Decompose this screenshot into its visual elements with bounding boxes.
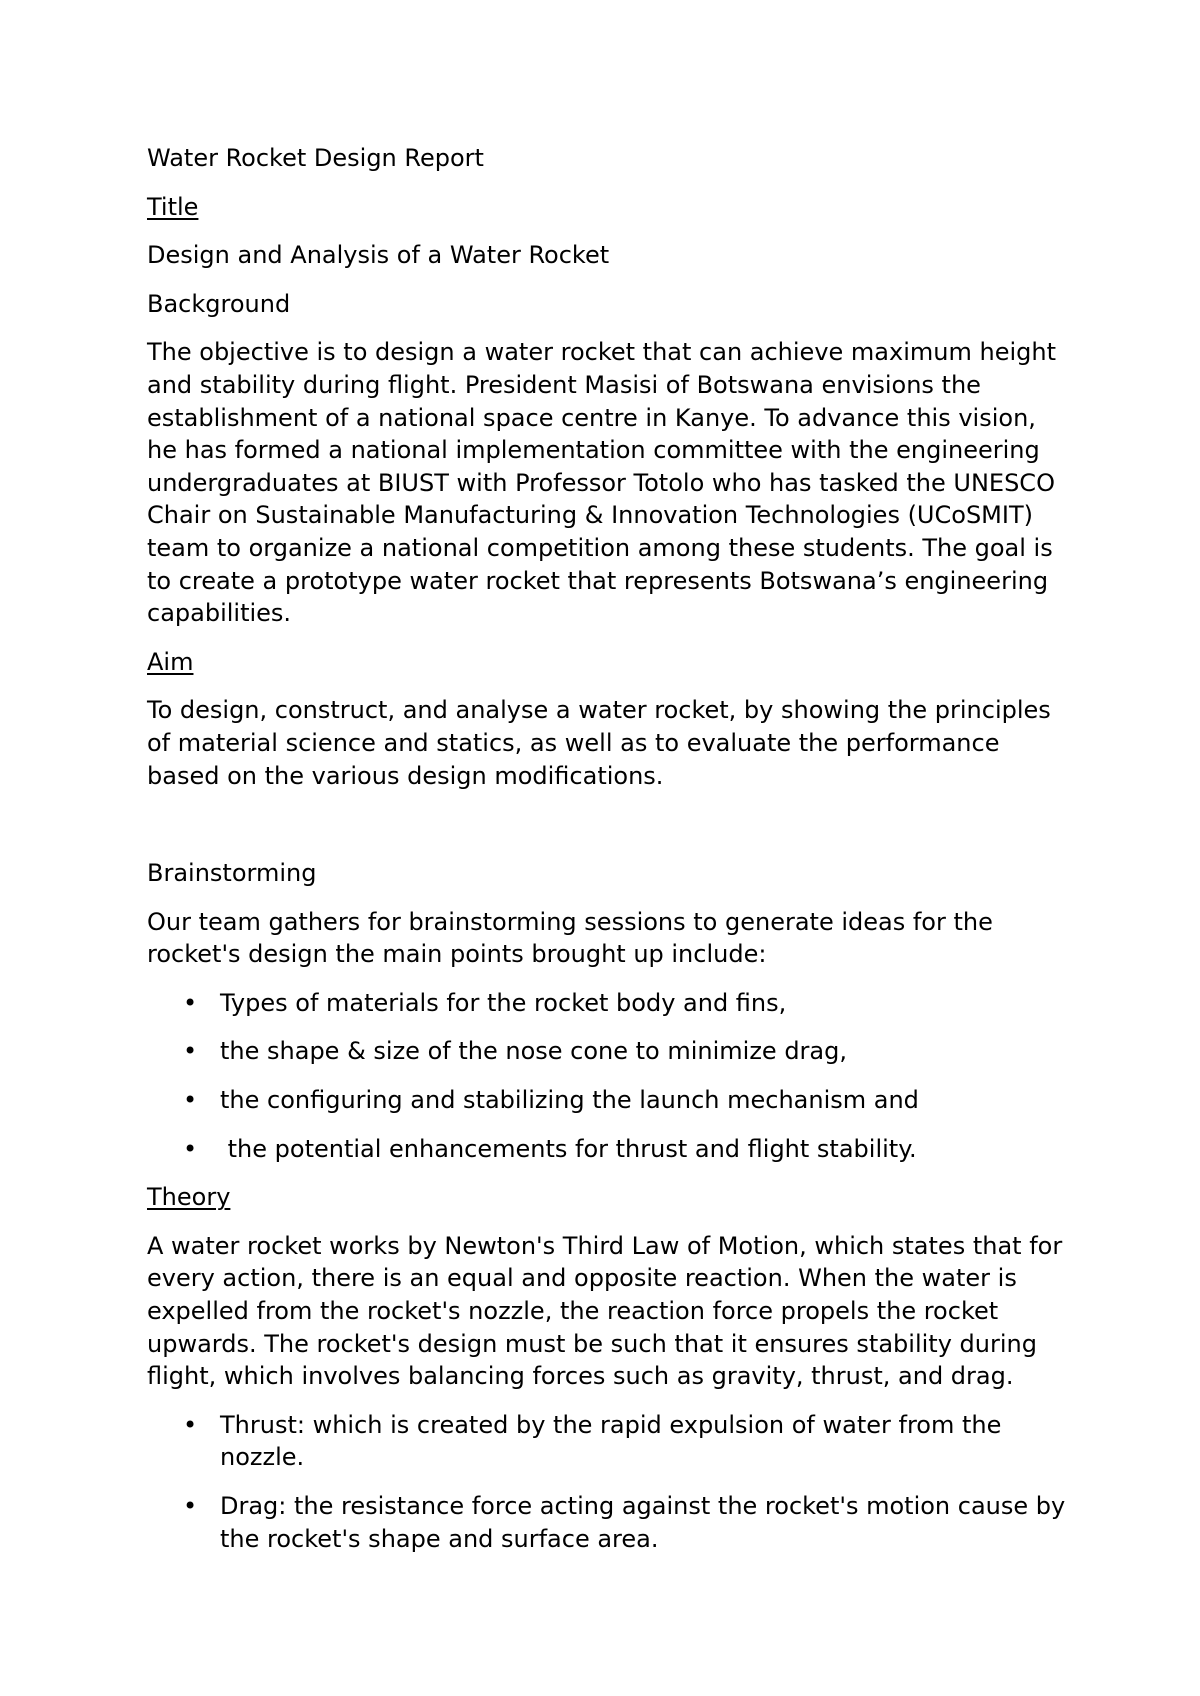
list-item-text: the shape & size of the nose cone to minimize drag, [220,1037,847,1066]
title-text: Design and Analysis of a Water Rocket [147,241,610,270]
title-heading: Title [147,192,199,221]
document-title: Water Rocket Design Report [147,144,484,172]
bullet-icon: • [183,988,198,1017]
list-item-text: Thrust: which is created by the rapid expulsion of water from the nozzle. [220,1410,1002,1472]
background-paragraph: The objective is to design a water rocket that can achieve maximum height and stability during flight. President Masisi of Botswana envisions the establishment of a national space centre in Kanye. To advance this vision, he has formed a national implementation committee with the engineering undergraduates at BIUST with Professor Totolo who has tasked the UNESCO Chair on Sustainable Manufacturing & Innovation Technologies (UCoSMIT) team to organize a national competition among these students. The goal is to create a prototype water rocket that represents Botswana’s engineering capabilities. [147,338,1056,628]
aim-paragraph: To design, construct, and analyse a water rocket, by showing the principles of material science and statics, as well as to evaluate the performance based on the various design modifications. [147,696,1051,790]
bullet-icon: • [183,1134,198,1163]
list-item-text: the configuring and stabilizing the launch mechanism and [220,1086,919,1115]
list-item [147,1490,1067,1555]
list-item-text: the potential enhancements for thrust and flight stability. [220,1134,917,1163]
list-item-text: Types of materials for the rocket body and fins, [220,988,787,1017]
list-item-text: Drag: the resistance force acting against the rocket's motion cause by the rocket's shape and surface area. [220,1492,1066,1553]
list-item [147,1084,1067,1117]
document-page [147,142,1067,1571]
bullet-icon: • [183,1037,198,1066]
bullet-icon: • [183,1410,198,1439]
brainstorming-heading: Brainstorming [147,859,317,888]
theory-list [147,1409,1067,1555]
list-item [147,1035,1067,1068]
list-item [147,987,1067,1020]
bullet-icon: • [183,1086,198,1115]
aim-heading: Aim [147,647,194,676]
list-item [147,1409,1067,1474]
theory-heading: Theory [147,1183,231,1212]
bullet-icon: • [183,1492,198,1520]
blank-line [147,808,1067,857]
list-item [147,1133,1067,1166]
brainstorming-paragraph: Our team gathers for brainstorming sessions to generate ideas for the rocket's design the main points brought up include: [147,907,993,969]
brainstorming-list [147,987,1067,1165]
theory-paragraph: A water rocket works by Newton's Third Law of Motion, which states that for every action, there is an equal and opposite reaction. When the water is expelled from the rocket's nozzle, the reaction force propels the rocket upwards. The rocket's design must be such that it ensures stability during flight, which involves balancing forces such as gravity, thrust, and drag. [147,1231,1063,1391]
background-heading: Background [147,289,291,318]
